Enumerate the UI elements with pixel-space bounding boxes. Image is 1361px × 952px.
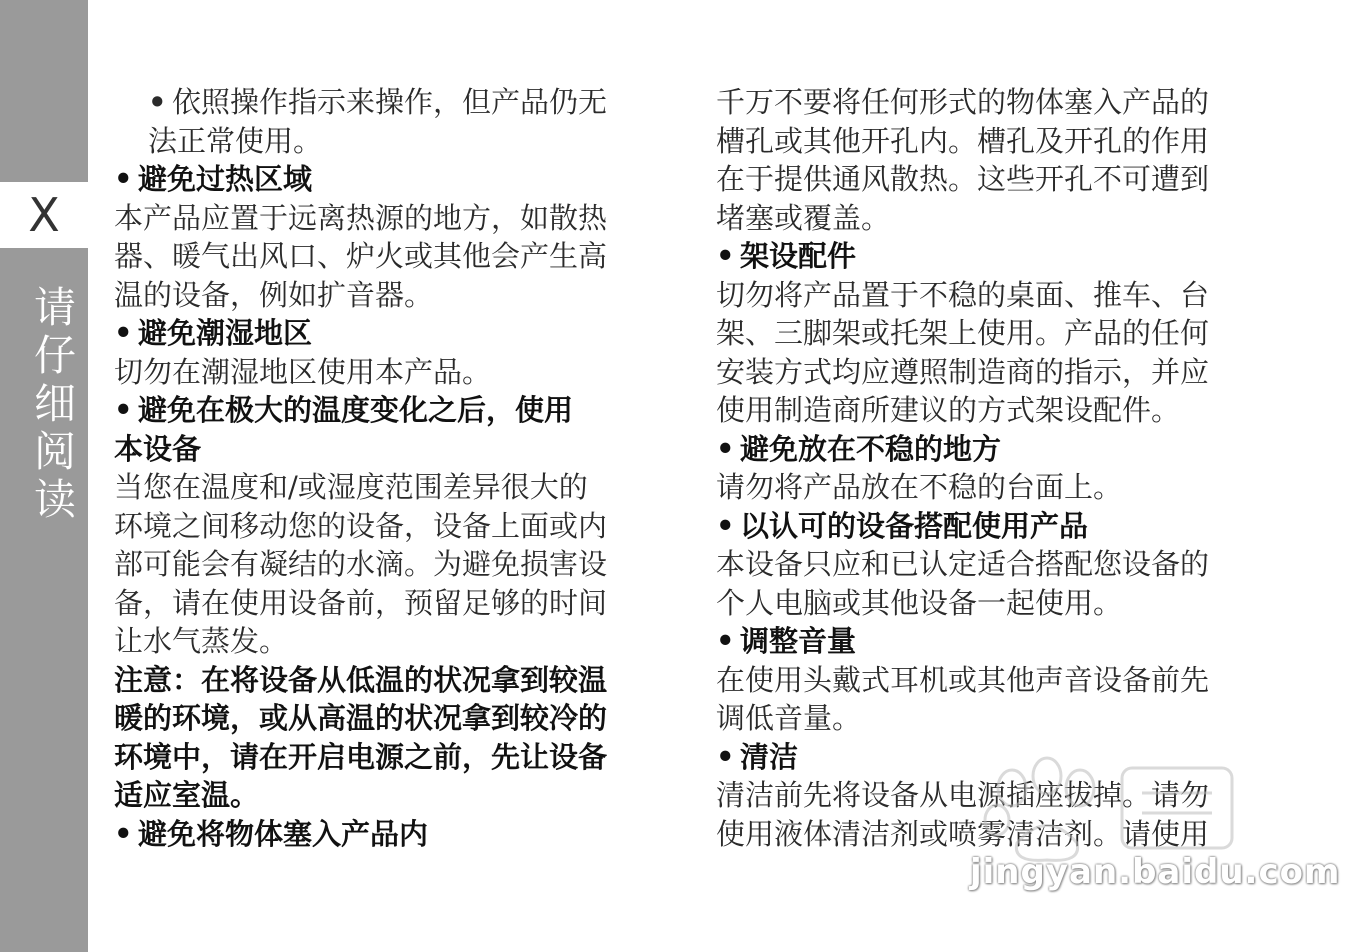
line-text: 调整音量	[740, 624, 857, 658]
body-text-line	[114, 276, 674, 315]
line-text: 清洁前先将设备从电源插座拔掉。请勿	[716, 778, 1210, 812]
body-text-line	[716, 122, 1276, 161]
line-text: 暖的环境，或从高温的状况拿到较冷的	[114, 701, 608, 735]
body-text-line	[716, 699, 1276, 738]
body-text-line	[716, 199, 1276, 238]
bullet-icon: •	[148, 85, 167, 119]
line-text: 部可能会有凝结的水滴。为避免损害设	[114, 547, 608, 581]
bullet-icon: •	[114, 162, 133, 196]
line-text: 千万不要将任何形式的物体塞入产品的	[716, 85, 1210, 119]
line-text: 环境中，请在开启电源之前，先让设备	[114, 739, 608, 774]
line-text: 以认可的设备搭配使用产品	[740, 508, 1089, 543]
section-heading	[716, 738, 1276, 777]
section-heading	[114, 160, 674, 199]
line-text: 架、三脚架或托架上使用。产品的任何	[716, 316, 1210, 350]
body-text-line	[716, 276, 1276, 315]
section-heading	[716, 622, 1276, 661]
line-text: 切勿将产品置于不稳的桌面、推车、台	[716, 277, 1210, 312]
line-text: 避免在极大的温度变化之后，使用	[138, 393, 574, 427]
section-heading	[114, 430, 674, 469]
line-text: 槽孔或其他开孔内。槽孔及开孔的作用	[716, 123, 1210, 158]
line-text: 注意：在将设备从低温的状况拿到较温	[114, 662, 608, 697]
line-text: 使用液体清洁剂或喷雾清洁剂。请使用	[716, 816, 1210, 851]
line-text: 堵塞或覆盖。	[716, 200, 891, 235]
section-heading	[716, 430, 1276, 469]
body-text-line	[716, 468, 1276, 507]
line-text: 避免潮湿地区	[138, 316, 313, 350]
note-text	[114, 738, 674, 777]
line-text: 适应室温。	[114, 778, 260, 812]
bullet-icon: •	[716, 508, 735, 543]
section-heading	[716, 507, 1276, 546]
bullet-icon: •	[716, 739, 735, 774]
line-text: 备，请在使用设备前，预留足够的时间	[114, 585, 608, 620]
line-text: 在于提供通风散热。这些开孔不可遭到	[716, 162, 1210, 196]
body-text-line	[114, 83, 674, 122]
body-text-line	[716, 545, 1276, 584]
body-text-line	[114, 353, 674, 392]
watermark-text: jingyan.baidu.com	[970, 852, 1341, 892]
line-text: 切勿在潮湿地区使用本产品。	[114, 354, 492, 389]
section-letter: X	[28, 188, 60, 242]
body-text-line	[114, 545, 674, 584]
line-text: 依照操作指示来操作，但产品仍无	[172, 85, 608, 119]
line-text: 避免放在不稳的地方	[740, 431, 1002, 466]
line-text: 安装方式均应遵照制造商的指示，并应	[716, 354, 1210, 389]
section-heading	[114, 815, 674, 854]
line-text: 避免将物体塞入产品内	[138, 816, 429, 851]
bullet-icon: •	[716, 239, 735, 273]
body-text-line	[114, 584, 674, 623]
line-text: 让水气蒸发。	[114, 624, 289, 658]
bullet-icon: •	[114, 393, 133, 427]
note-text	[114, 661, 674, 700]
line-text: 个人电脑或其他设备一起使用。	[716, 585, 1123, 620]
note-text	[114, 699, 674, 738]
body-text-line	[716, 661, 1276, 700]
bullet-icon: •	[114, 316, 133, 350]
line-text: 使用制造商所建议的方式架设配件。	[716, 393, 1181, 427]
note-text	[114, 776, 674, 815]
line-text: 清洁	[740, 739, 799, 774]
line-text: 环境之间移动您的设备，设备上面或内	[114, 508, 608, 543]
line-text: 避免过热区域	[138, 162, 313, 196]
line-text: 当您在温度和/或湿度范围差异很大的	[114, 470, 588, 504]
body-text-line	[716, 353, 1276, 392]
bullet-icon: •	[716, 624, 735, 658]
body-text-line	[114, 468, 674, 507]
line-text: 本设备	[114, 431, 202, 466]
line-text: 请勿将产品放在不稳的台面上。	[716, 470, 1123, 504]
line-text: 器、暖气出风口、炉火或其他会产生高	[114, 239, 608, 273]
section-heading	[716, 237, 1276, 276]
left-column	[114, 83, 674, 853]
line-text: 在使用头戴式耳机或其他声音设备前先	[716, 662, 1210, 697]
right-column	[716, 83, 1276, 853]
line-text: 温的设备，例如扩音器。	[114, 277, 434, 312]
body-text-line	[716, 776, 1276, 815]
bullet-icon: •	[716, 431, 735, 466]
body-text-line	[716, 584, 1276, 623]
sidebar-title: 请仔细阅读	[28, 285, 77, 525]
body-text-line	[716, 391, 1276, 430]
line-text: 调低音量。	[716, 701, 862, 735]
body-text-line	[716, 815, 1276, 854]
body-text-line	[716, 314, 1276, 353]
body-text-line	[114, 237, 674, 276]
section-heading	[114, 391, 674, 430]
section-heading	[114, 314, 674, 353]
body-text-line	[114, 507, 674, 546]
line-text: 本设备只应和已认定适合搭配您设备的	[716, 547, 1210, 581]
line-text: 法正常使用。	[148, 123, 323, 158]
body-text-line	[716, 83, 1276, 122]
body-text-line	[114, 622, 674, 661]
bullet-icon: •	[114, 816, 133, 851]
line-text: 架设配件	[740, 239, 857, 273]
body-text-line	[114, 122, 674, 161]
line-text: 本产品应置于远离热源的地方，如散热	[114, 200, 608, 235]
body-text-line	[716, 160, 1276, 199]
body-text-line	[114, 199, 674, 238]
